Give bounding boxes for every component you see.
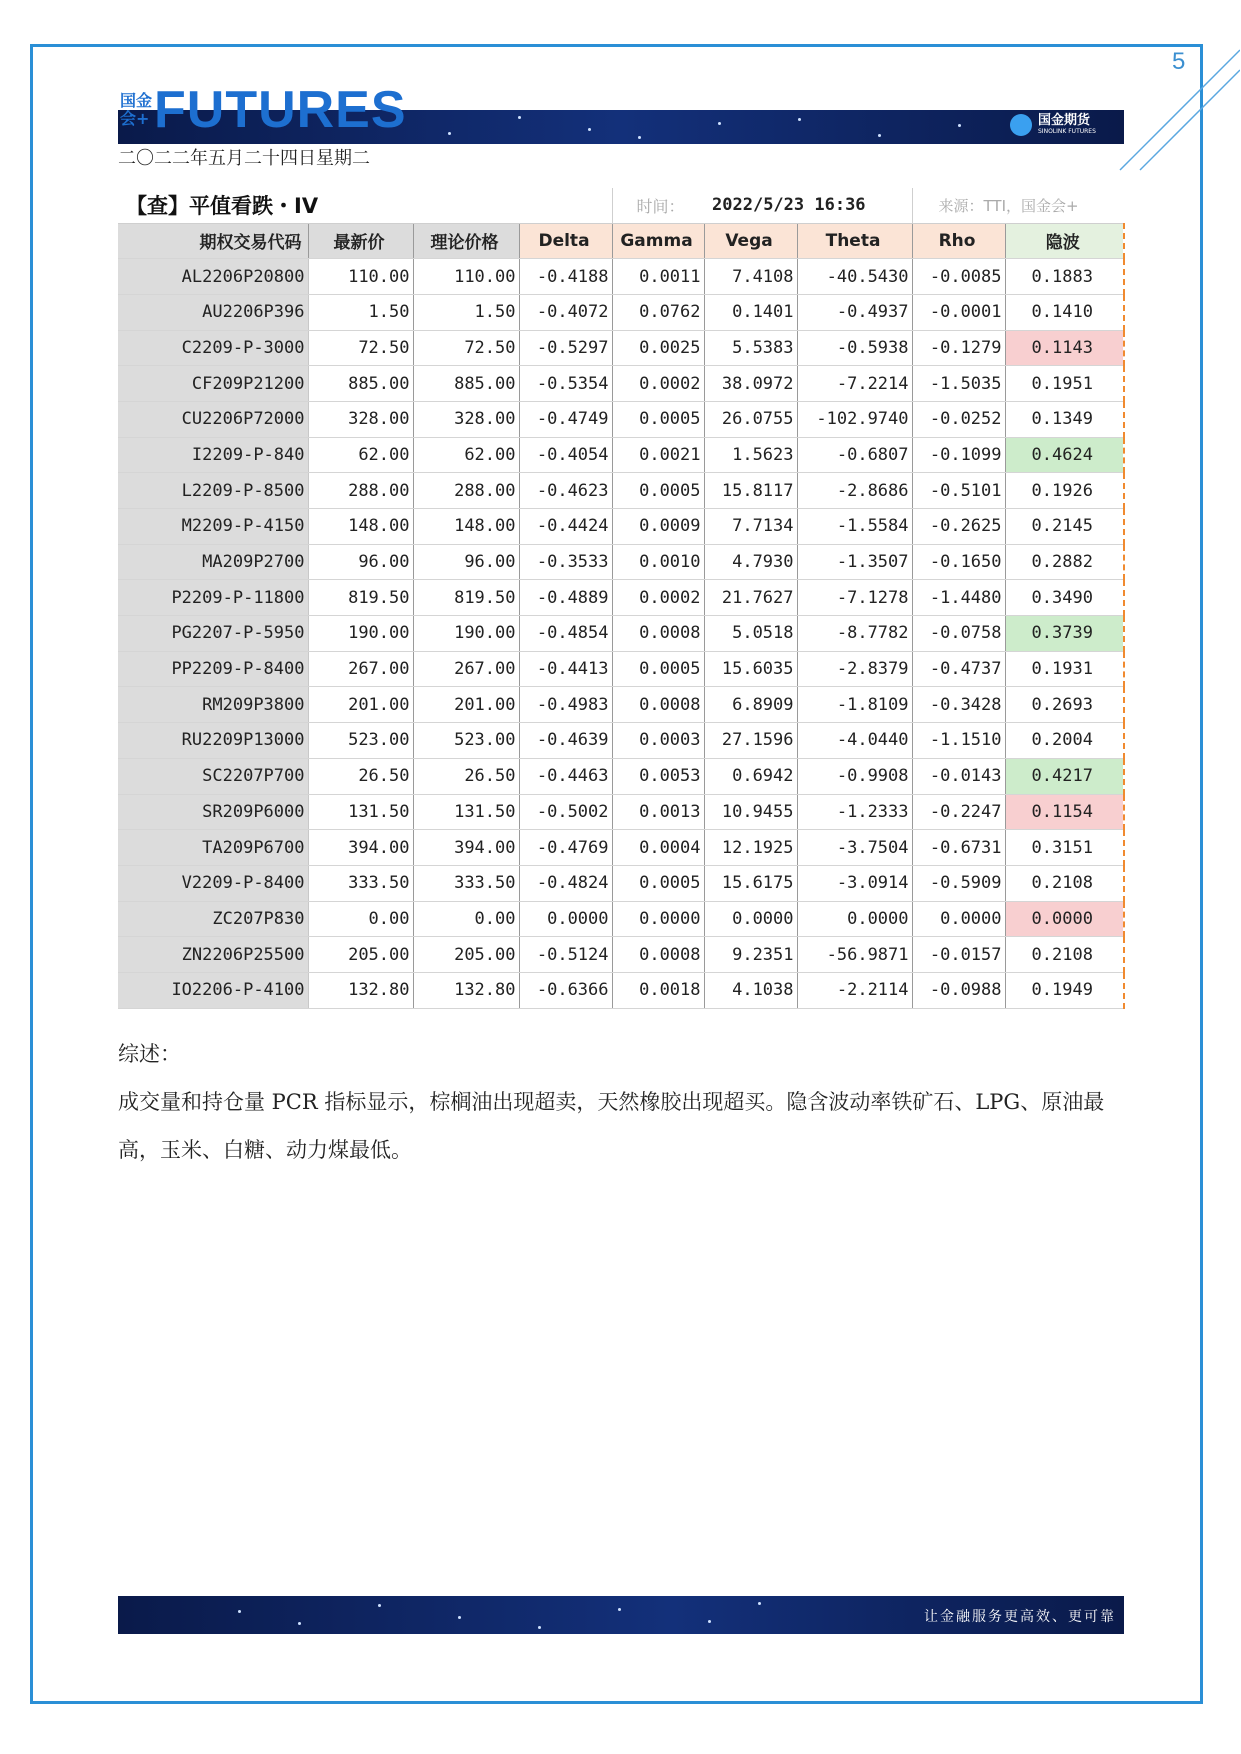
header-theo: 理论价格 <box>413 223 519 259</box>
cell-gamma: 0.0005 <box>612 473 704 509</box>
summary-heading: 综述： <box>118 1042 181 1066</box>
cell-rho: -0.1279 <box>912 330 1005 366</box>
header-gamma: Gamma <box>612 223 704 259</box>
cell-theo: 267.00 <box>413 651 519 687</box>
cell-theta: -7.1278 <box>797 580 912 616</box>
cell-vega: 7.7134 <box>704 509 797 545</box>
cell-iv: 0.1926 <box>1005 473 1124 509</box>
cell-delta: -0.4413 <box>519 651 612 687</box>
cell-rho: -0.4737 <box>912 651 1005 687</box>
cell-delta: -0.4072 <box>519 294 612 330</box>
cell-iv: 0.2693 <box>1005 687 1124 723</box>
cell-delta: -0.4623 <box>519 473 612 509</box>
cell-theta: -0.6807 <box>797 437 912 473</box>
table-header-row <box>118 223 1124 259</box>
cell-last: 96.00 <box>308 544 413 580</box>
cell-iv: 0.1951 <box>1005 366 1124 402</box>
brand-circle-icon <box>1010 114 1032 136</box>
cell-vega: 0.0000 <box>704 901 797 937</box>
cell-rho: -0.2625 <box>912 509 1005 545</box>
footer-slogan: 让金融服务更高效、更可靠 <box>924 1609 1116 1625</box>
table-row <box>118 830 1124 866</box>
cell-gamma: 0.0009 <box>612 509 704 545</box>
cell-code: V2209-P-8400 <box>118 865 308 901</box>
cell-vega: 15.6035 <box>704 651 797 687</box>
cell-gamma: 0.0008 <box>612 937 704 973</box>
time-value: 2022/5/23 16:36 <box>704 188 912 223</box>
cell-iv: 0.4624 <box>1005 437 1124 473</box>
cell-theo: 201.00 <box>413 687 519 723</box>
cell-theta: -1.8109 <box>797 687 912 723</box>
cell-rho: -0.6731 <box>912 830 1005 866</box>
table-row <box>118 509 1124 545</box>
cell-last: 205.00 <box>308 937 413 973</box>
source-label: 来源：TTI，国金会+ <box>912 188 1124 223</box>
cell-rho: -0.3428 <box>912 687 1005 723</box>
cell-gamma: 0.0762 <box>612 294 704 330</box>
cell-last: 201.00 <box>308 687 413 723</box>
cell-gamma: 0.0013 <box>612 794 704 830</box>
cell-theo: 132.80 <box>413 972 519 1008</box>
cell-iv: 0.4217 <box>1005 758 1124 794</box>
cell-theo: 0.00 <box>413 901 519 937</box>
cell-delta: -0.5002 <box>519 794 612 830</box>
cell-gamma: 0.0021 <box>612 437 704 473</box>
cell-vega: 6.8909 <box>704 687 797 723</box>
cell-theta: -0.5938 <box>797 330 912 366</box>
table-row <box>118 544 1124 580</box>
cell-delta: -0.4639 <box>519 723 612 759</box>
cell-theo: 26.50 <box>413 758 519 794</box>
cell-delta: -0.4424 <box>519 509 612 545</box>
cell-rho: -0.0252 <box>912 401 1005 437</box>
cell-last: 131.50 <box>308 794 413 830</box>
cell-delta: -0.5354 <box>519 366 612 402</box>
cell-code: ZC207P830 <box>118 901 308 937</box>
cell-gamma: 0.0018 <box>612 972 704 1008</box>
header-rho: Rho <box>912 223 1005 259</box>
cell-gamma: 0.0002 <box>612 580 704 616</box>
cell-rho: -0.5909 <box>912 865 1005 901</box>
cell-vega: 5.0518 <box>704 616 797 652</box>
cell-code: SR209P6000 <box>118 794 308 830</box>
header-delta: Delta <box>519 223 612 259</box>
cell-code: RU2209P13000 <box>118 723 308 759</box>
cell-code: M2209-P-4150 <box>118 509 308 545</box>
cell-last: 72.50 <box>308 330 413 366</box>
cell-last: 110.00 <box>308 259 413 295</box>
summary-text: 成交量和持仓量 PCR 指标显示，棕榈油出现超卖，天然橡胶出现超买。隐含波动率铁矿石、LPG、原油最高，玉米、白糖、动力煤最低。 <box>118 1090 1105 1162</box>
iv-table <box>118 188 1125 1009</box>
cell-iv: 0.1143 <box>1005 330 1124 366</box>
cell-rho: -0.5101 <box>912 473 1005 509</box>
cell-vega: 0.6942 <box>704 758 797 794</box>
table-row <box>118 330 1124 366</box>
cell-theo: 885.00 <box>413 366 519 402</box>
cell-theta: -56.9871 <box>797 937 912 973</box>
brand-name: 国金期货 <box>1038 113 1091 128</box>
cell-vega: 0.1401 <box>704 294 797 330</box>
cell-gamma: 0.0008 <box>612 687 704 723</box>
cell-iv: 0.2108 <box>1005 937 1124 973</box>
cell-theo: 190.00 <box>413 616 519 652</box>
cell-code: P2209-P-11800 <box>118 580 308 616</box>
cell-delta: -0.4188 <box>519 259 612 295</box>
cell-theta: 0.0000 <box>797 901 912 937</box>
cell-iv: 0.2004 <box>1005 723 1124 759</box>
cell-rho: -1.4480 <box>912 580 1005 616</box>
cell-vega: 5.5383 <box>704 330 797 366</box>
table-row <box>118 794 1124 830</box>
table-row <box>118 937 1124 973</box>
cell-theta: -1.2333 <box>797 794 912 830</box>
cell-last: 26.50 <box>308 758 413 794</box>
cell-rho: -0.0085 <box>912 259 1005 295</box>
cell-last: 190.00 <box>308 616 413 652</box>
cell-gamma: 0.0004 <box>612 830 704 866</box>
cell-theta: -2.2114 <box>797 972 912 1008</box>
cell-iv: 0.1931 <box>1005 651 1124 687</box>
cell-iv: 0.1154 <box>1005 794 1124 830</box>
cell-theo: 394.00 <box>413 830 519 866</box>
cell-code: PG2207-P-5950 <box>118 616 308 652</box>
cell-theta: -3.7504 <box>797 830 912 866</box>
cell-delta: -0.4054 <box>519 437 612 473</box>
cell-iv: 0.1883 <box>1005 259 1124 295</box>
table-row <box>118 616 1124 652</box>
cell-iv: 0.2882 <box>1005 544 1124 580</box>
cell-theo: 148.00 <box>413 509 519 545</box>
table-row <box>118 865 1124 901</box>
table-title-row <box>118 188 1124 223</box>
cell-code: L2209-P-8500 <box>118 473 308 509</box>
cell-theo: 288.00 <box>413 473 519 509</box>
cell-theo: 96.00 <box>413 544 519 580</box>
cell-vega: 15.8117 <box>704 473 797 509</box>
cell-vega: 4.7930 <box>704 544 797 580</box>
cell-theta: -102.9740 <box>797 401 912 437</box>
table-title: 【查】平值看跌・IV <box>118 188 612 223</box>
header-vega: Vega <box>704 223 797 259</box>
cell-theta: -7.2214 <box>797 366 912 402</box>
cell-rho: -1.5035 <box>912 366 1005 402</box>
table-row <box>118 473 1124 509</box>
cell-theta: -4.0440 <box>797 723 912 759</box>
cell-rho: -0.1650 <box>912 544 1005 580</box>
cell-theo: 328.00 <box>413 401 519 437</box>
cell-code: TA209P6700 <box>118 830 308 866</box>
brand-logo <box>1010 114 1096 136</box>
cell-last: 267.00 <box>308 651 413 687</box>
cell-theo: 131.50 <box>413 794 519 830</box>
cell-rho: -1.1510 <box>912 723 1005 759</box>
cell-vega: 7.4108 <box>704 259 797 295</box>
table-row <box>118 294 1124 330</box>
cell-vega: 10.9455 <box>704 794 797 830</box>
cell-last: 62.00 <box>308 437 413 473</box>
cell-vega: 21.7627 <box>704 580 797 616</box>
cell-vega: 1.5623 <box>704 437 797 473</box>
cell-vega: 9.2351 <box>704 937 797 973</box>
table-row <box>118 901 1124 937</box>
header-iv: 隐波 <box>1005 223 1124 259</box>
cell-iv: 0.1949 <box>1005 972 1124 1008</box>
cell-gamma: 0.0005 <box>612 865 704 901</box>
table-row <box>118 651 1124 687</box>
cell-rho: -0.0157 <box>912 937 1005 973</box>
cell-delta: -0.4889 <box>519 580 612 616</box>
cell-code: PP2209-P-8400 <box>118 651 308 687</box>
logo-big-text: FUTURES <box>154 81 407 139</box>
cell-iv: 0.2108 <box>1005 865 1124 901</box>
cell-last: 0.00 <box>308 901 413 937</box>
cell-vega: 12.1925 <box>704 830 797 866</box>
cell-gamma: 0.0025 <box>612 330 704 366</box>
cell-vega: 15.6175 <box>704 865 797 901</box>
footer-banner <box>118 1596 1124 1634</box>
cell-last: 132.80 <box>308 972 413 1008</box>
cell-last: 819.50 <box>308 580 413 616</box>
cell-theo: 1.50 <box>413 294 519 330</box>
cell-delta: -0.5124 <box>519 937 612 973</box>
cell-vega: 26.0755 <box>704 401 797 437</box>
cell-iv: 0.2145 <box>1005 509 1124 545</box>
cell-code: ZN2206P25500 <box>118 937 308 973</box>
cell-iv: 0.0000 <box>1005 901 1124 937</box>
cell-theta: -0.4937 <box>797 294 912 330</box>
cell-gamma: 0.0000 <box>612 901 704 937</box>
cell-theta: -0.9908 <box>797 758 912 794</box>
cell-last: 148.00 <box>308 509 413 545</box>
cell-code: CF209P21200 <box>118 366 308 402</box>
table-row <box>118 259 1124 295</box>
header-last: 最新价 <box>308 223 413 259</box>
cell-iv: 0.1410 <box>1005 294 1124 330</box>
cell-delta: -0.4824 <box>519 865 612 901</box>
cell-iv: 0.3739 <box>1005 616 1124 652</box>
summary-section <box>118 1030 1124 1174</box>
time-label: 时间： <box>612 188 704 223</box>
cell-iv: 0.3151 <box>1005 830 1124 866</box>
iv-table-container <box>118 188 1124 1009</box>
cell-last: 394.00 <box>308 830 413 866</box>
cell-delta: -0.4983 <box>519 687 612 723</box>
cell-theta: -8.7782 <box>797 616 912 652</box>
cell-last: 523.00 <box>308 723 413 759</box>
table-row <box>118 366 1124 402</box>
cell-theo: 523.00 <box>413 723 519 759</box>
cell-rho: -0.1099 <box>912 437 1005 473</box>
cell-gamma: 0.0005 <box>612 401 704 437</box>
cell-rho: -0.0143 <box>912 758 1005 794</box>
cell-code: MA209P2700 <box>118 544 308 580</box>
cell-theo: 819.50 <box>413 580 519 616</box>
cell-gamma: 0.0010 <box>612 544 704 580</box>
cell-theo: 110.00 <box>413 259 519 295</box>
table-body <box>118 259 1124 1008</box>
cell-rho: -0.0988 <box>912 972 1005 1008</box>
cell-last: 885.00 <box>308 366 413 402</box>
cell-gamma: 0.0002 <box>612 366 704 402</box>
table-row <box>118 580 1124 616</box>
cell-code: RM209P3800 <box>118 687 308 723</box>
cell-last: 288.00 <box>308 473 413 509</box>
cell-theta: -3.0914 <box>797 865 912 901</box>
table-row <box>118 723 1124 759</box>
cell-rho: -0.0001 <box>912 294 1005 330</box>
cell-theo: 72.50 <box>413 330 519 366</box>
cell-delta: -0.5297 <box>519 330 612 366</box>
cell-delta: 0.0000 <box>519 901 612 937</box>
cell-vega: 27.1596 <box>704 723 797 759</box>
cell-theta: -2.8686 <box>797 473 912 509</box>
table-row <box>118 687 1124 723</box>
cell-code: CU2206P72000 <box>118 401 308 437</box>
cell-delta: -0.4769 <box>519 830 612 866</box>
table-row <box>118 401 1124 437</box>
cell-theo: 333.50 <box>413 865 519 901</box>
cell-vega: 38.0972 <box>704 366 797 402</box>
cell-theta: -1.5584 <box>797 509 912 545</box>
page-number: 5 <box>1172 48 1186 75</box>
table-row <box>118 972 1124 1008</box>
cell-theta: -40.5430 <box>797 259 912 295</box>
cell-gamma: 0.0008 <box>612 616 704 652</box>
cell-code: AU2206P396 <box>118 294 308 330</box>
table-row <box>118 437 1124 473</box>
cell-theo: 205.00 <box>413 937 519 973</box>
header-theta: Theta <box>797 223 912 259</box>
cell-theo: 62.00 <box>413 437 519 473</box>
cell-rho: -0.2247 <box>912 794 1005 830</box>
cell-last: 333.50 <box>308 865 413 901</box>
cell-rho: 0.0000 <box>912 901 1005 937</box>
cell-code: IO2206-P-4100 <box>118 972 308 1008</box>
cell-gamma: 0.0005 <box>612 651 704 687</box>
table-row <box>118 758 1124 794</box>
cell-code: SC2207P700 <box>118 758 308 794</box>
cell-delta: -0.4463 <box>519 758 612 794</box>
cell-theta: -2.8379 <box>797 651 912 687</box>
cell-gamma: 0.0053 <box>612 758 704 794</box>
cell-gamma: 0.0011 <box>612 259 704 295</box>
cell-code: AL2206P20800 <box>118 259 308 295</box>
logo-small-text: 国金会+ <box>120 91 153 128</box>
cell-delta: -0.4749 <box>519 401 612 437</box>
cell-code: C2209-P-3000 <box>118 330 308 366</box>
cell-theta: -1.3507 <box>797 544 912 580</box>
cell-delta: -0.4854 <box>519 616 612 652</box>
cell-delta: -0.3533 <box>519 544 612 580</box>
cell-gamma: 0.0003 <box>612 723 704 759</box>
cell-code: I2209-P-840 <box>118 437 308 473</box>
cell-last: 1.50 <box>308 294 413 330</box>
cell-delta: -0.6366 <box>519 972 612 1008</box>
header-code: 期权交易代码 <box>118 223 308 259</box>
cell-rho: -0.0758 <box>912 616 1005 652</box>
brand-sub: SINOLINK FUTURES <box>1038 128 1096 135</box>
cell-last: 328.00 <box>308 401 413 437</box>
cell-iv: 0.3490 <box>1005 580 1124 616</box>
cell-iv: 0.1349 <box>1005 401 1124 437</box>
report-date: 二〇二二年五月二十四日星期二 <box>118 148 370 169</box>
cell-vega: 4.1038 <box>704 972 797 1008</box>
